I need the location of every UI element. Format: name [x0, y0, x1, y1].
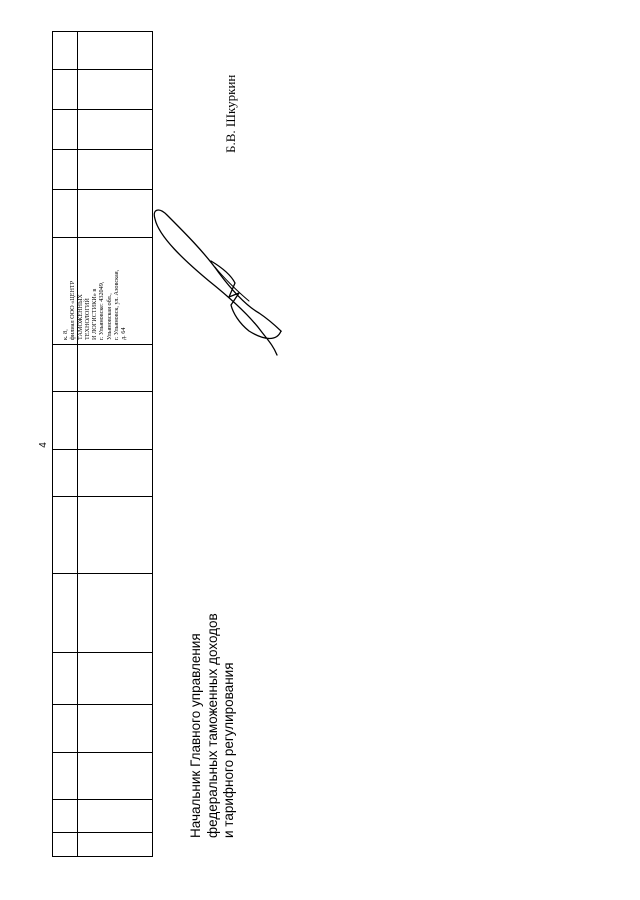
- table-row-divider: [53, 652, 152, 653]
- signatory-title-line: федеральных таможенных доходов: [204, 613, 220, 838]
- table-row-divider: [53, 344, 152, 345]
- cell-text-line: к. 8,: [62, 329, 69, 340]
- signatory-title-line: и тарифного регулирования: [221, 662, 236, 838]
- signatory-name: Б.В. Шкуркин: [223, 74, 238, 153]
- table-cell-address: [62, 230, 128, 340]
- table-row-divider: [53, 391, 152, 392]
- cell-text-line: г. Ульяновске: 432049,: [98, 281, 106, 340]
- table-column-divider: [77, 32, 78, 856]
- table-row-divider: [53, 799, 152, 800]
- cell-text-line: ТАМОЖЕННЫХ: [76, 294, 84, 340]
- cell-text-line: д. 64: [120, 327, 128, 340]
- signatory-title: [188, 588, 238, 838]
- cell-text-line: И ЛОГИСТИКИ» в: [91, 288, 99, 340]
- table-row-divider: [53, 573, 152, 574]
- signatory-title-line: Начальник Главного управления: [188, 633, 203, 838]
- signature-image: [145, 205, 290, 365]
- table-row-divider: [53, 69, 152, 70]
- table-row-divider: [53, 704, 152, 705]
- table-row-divider: [53, 496, 152, 497]
- page-number: 4: [38, 442, 49, 448]
- cell-text-line: филиал ООО «ЦЕНТР: [69, 280, 77, 340]
- table-row-divider: [53, 189, 152, 190]
- rotated-table: [52, 31, 153, 857]
- table-row-divider: [53, 149, 152, 150]
- table-row-divider: [53, 832, 152, 833]
- cell-text-line: Ульяновская обл.,: [105, 293, 113, 340]
- table-row-divider: [53, 752, 152, 753]
- cell-text-line: г. Ульяновск, ул. Азовская,: [113, 269, 121, 340]
- cell-text-line: ТЕХНОЛОГИЙ: [83, 298, 91, 340]
- table-row-divider: [53, 449, 152, 450]
- table-row-divider: [53, 109, 152, 110]
